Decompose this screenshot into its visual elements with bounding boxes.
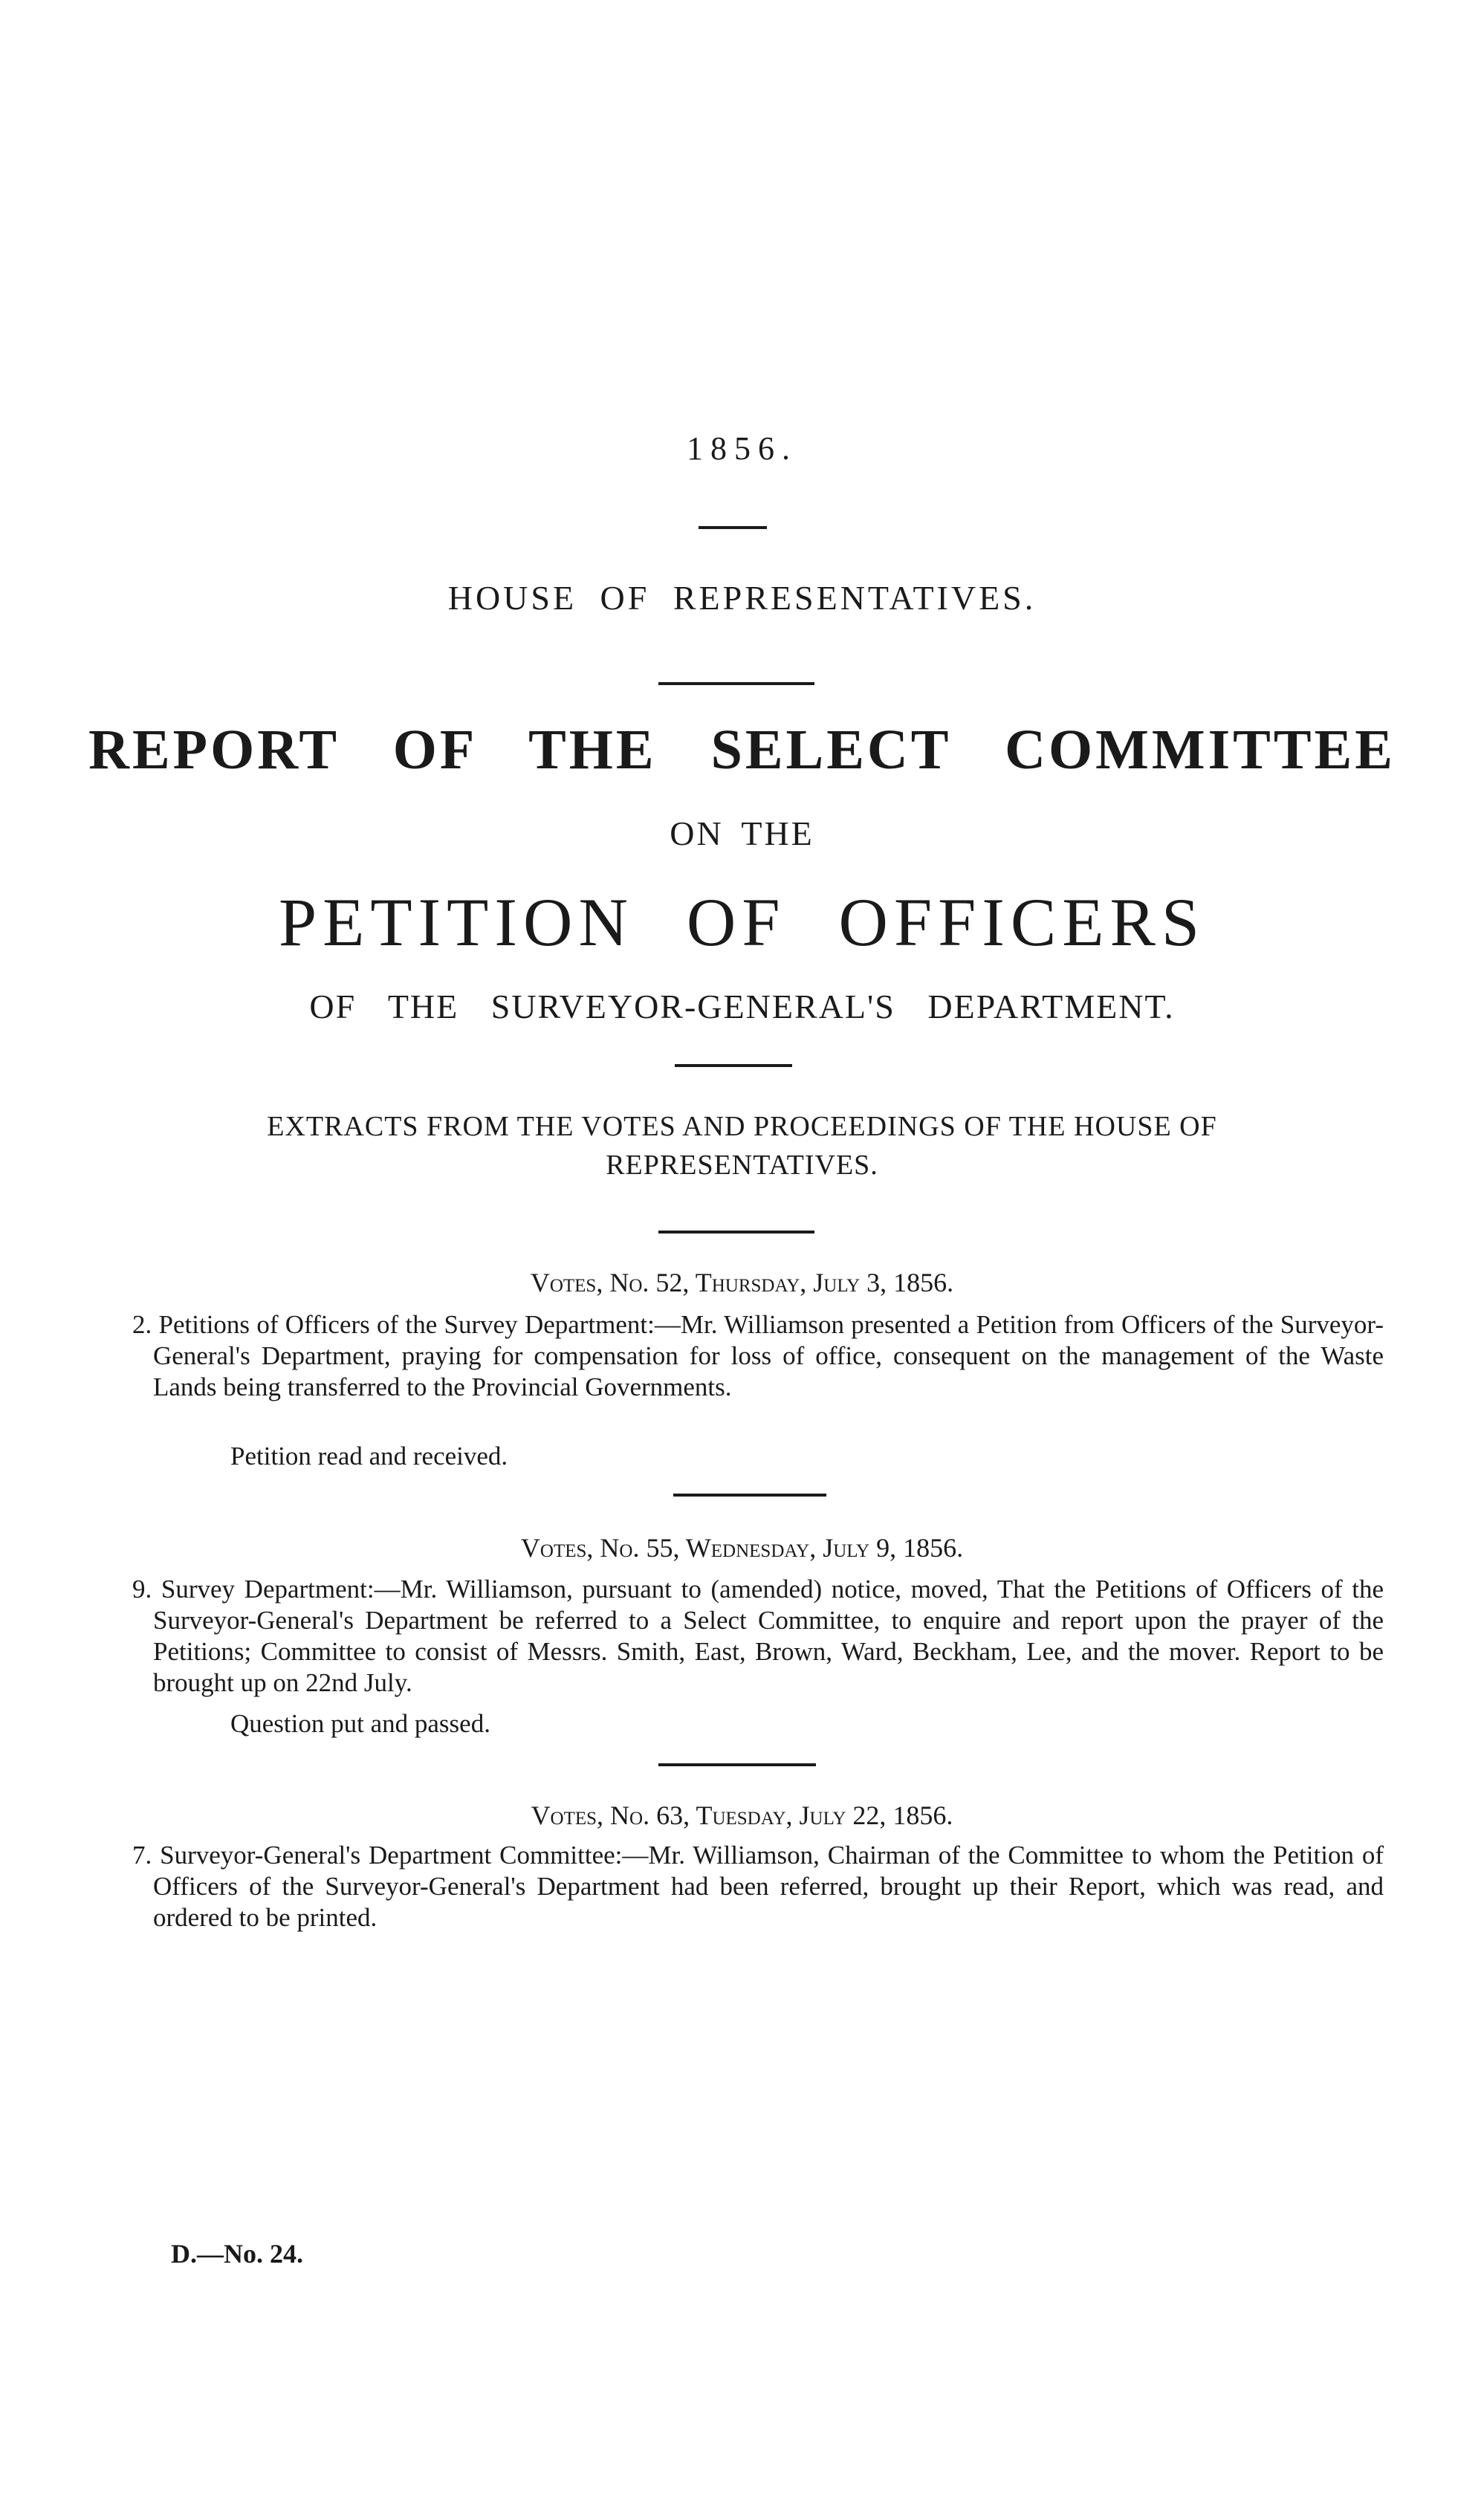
entry-followup: Petition read and received. xyxy=(230,1442,508,1471)
votes-heading-text: Votes, No. 52, Thursday, July 3, 1856. xyxy=(530,1268,954,1297)
house-heading: HOUSE OF REPRESENTATIVES. xyxy=(447,579,1037,617)
document-number: D.—No. 24. xyxy=(171,2239,303,2269)
entry-text: Survey Department:—Mr. Williamson, pursuant to (amended) notice, moved, That the Petitions of Officers of the Surveyor-General's Department be referred to a Select Committee, to enquire and report upon the prayer of the Petitions; Committee to consist of Messrs. Smith, East, Brown, Ward, Beckham, Lee, and the mover. Report to be brought up on 22nd July. xyxy=(153,1575,1384,1697)
divider-rule xyxy=(699,526,767,529)
vote-entry xyxy=(132,1309,1384,1403)
votes-heading xyxy=(0,1532,1484,1563)
divider-rule xyxy=(675,1064,792,1067)
entry-number: 9. xyxy=(132,1575,152,1604)
petition-title: PETITION OF OFFICERS xyxy=(278,884,1205,960)
entry-text: Petitions of Officers of the Survey Department:—Mr. Williamson presented a Petition from Officers of the Surveyor-General's Department, praying for compensation for loss of office, consequent on the management of the Waste Lands being transferred to the Provincial Governments. xyxy=(153,1310,1384,1401)
votes-heading xyxy=(0,1267,1484,1298)
divider-rule xyxy=(658,1763,816,1766)
entry-followup: Question put and passed. xyxy=(230,1709,490,1738)
report-title: REPORT OF THE SELECT COMMITTEE xyxy=(88,719,1396,781)
votes-heading xyxy=(0,1800,1484,1831)
votes-heading-text: Votes, No. 55, Wednesday, July 9, 1856. xyxy=(520,1533,964,1563)
votes-heading-text: Votes, No. 63, Tuesday, July 22, 1856. xyxy=(531,1800,953,1830)
extracts-heading: EXTRACTS FROM THE VOTES AND PROCEEDINGS OF THE HOUSE OF REPRESENTATIVES. xyxy=(267,1111,1217,1181)
entry-number: 7. xyxy=(132,1841,152,1870)
entry-number: 2. xyxy=(132,1310,152,1339)
vote-entry xyxy=(132,1574,1384,1699)
department-title: OF THE SURVEYOR-GENERAL'S DEPARTMENT. xyxy=(309,988,1175,1025)
title-connector: ON THE xyxy=(670,814,814,852)
divider-rule xyxy=(673,1494,826,1497)
entry-text: Surveyor-General's Department Committee:—Mr. Williamson, Chairman of the Committee to whom the Petition of Officers of the Surveyor-General's Department had been referred, brought up their Report, which was read, and ordered to be printed. xyxy=(153,1841,1384,1932)
divider-rule xyxy=(658,1231,814,1233)
year-heading: 1856. xyxy=(687,430,797,467)
vote-entry xyxy=(132,1840,1384,1933)
divider-rule xyxy=(658,682,814,685)
